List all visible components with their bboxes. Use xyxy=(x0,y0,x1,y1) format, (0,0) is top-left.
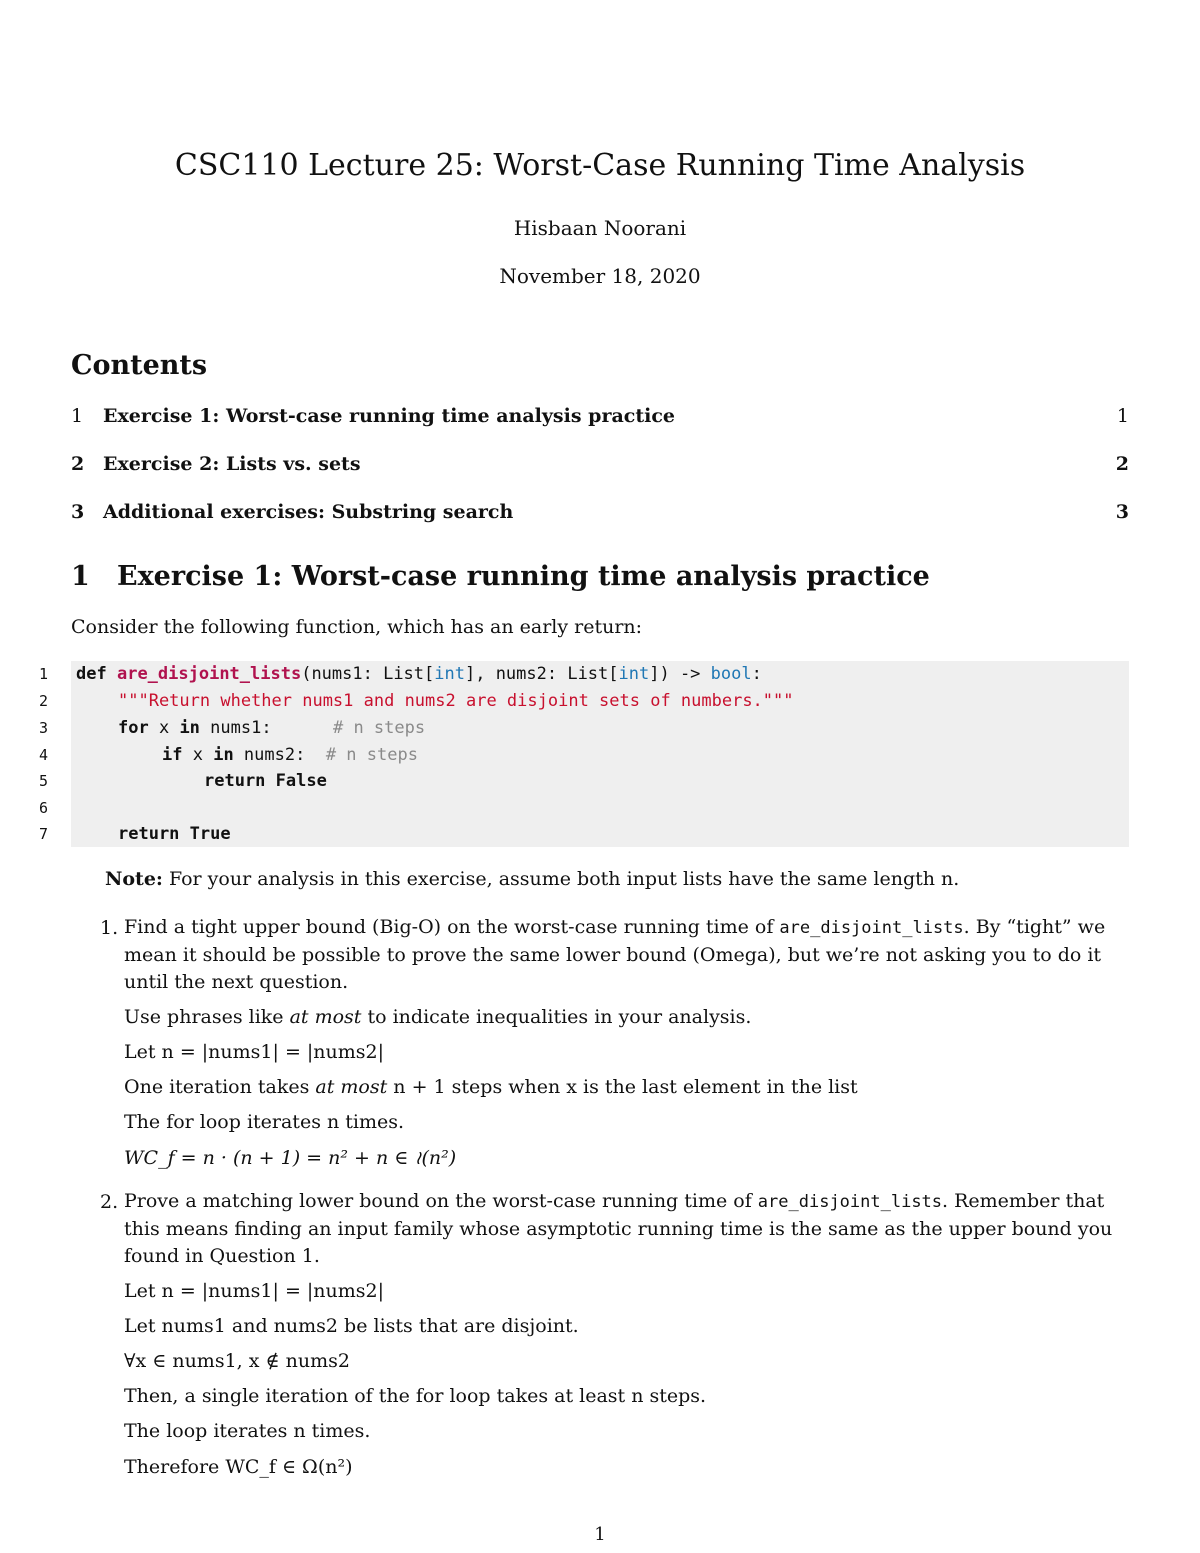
code-line xyxy=(118,718,425,738)
answer-line xyxy=(124,1076,858,1098)
code-text: nums2: xyxy=(233,745,326,765)
question-text-part: . By “tight” we mean it should be possible to prove the same lower bound (Omega), but we’re not asking you to do it until the next question. xyxy=(124,916,1106,993)
type-name: bool xyxy=(710,664,752,684)
function-name: are_disjoint_lists xyxy=(116,664,302,684)
toc-entry[interactable] xyxy=(71,453,1129,475)
date: November 18, 2020 xyxy=(499,264,701,288)
question-text-part: . Remember that this means finding an input family whose asymptotic running time is the same as the upper bound you found in Question 1. xyxy=(124,1190,1113,1267)
line-number: 3 xyxy=(38,719,48,737)
line-number: 5 xyxy=(38,772,48,790)
code-text: ]) -> xyxy=(649,664,711,684)
toc-entry[interactable] xyxy=(71,501,1129,523)
toc-entry-title[interactable]: Additional exercises: Substring search xyxy=(103,501,514,523)
answer-equation: WC_f = n · (n + 1) = n² + n ∈ ≀(n²) xyxy=(124,1147,457,1169)
code-line xyxy=(76,664,762,684)
line-number: 4 xyxy=(38,746,48,764)
line-number: 7 xyxy=(38,825,48,843)
page-number: 1 xyxy=(594,1524,606,1545)
docstring: """Return whether nums1 and nums2 are disjoint sets of numbers.""" xyxy=(118,691,794,711)
toc-entry-page[interactable]: 3 xyxy=(1115,501,1129,523)
answer-line: Let n = |nums1| = |nums2| xyxy=(124,1041,385,1063)
answer-text: to indicate inequalities in your analysis. xyxy=(361,1006,752,1028)
inline-code: are_disjoint_lists xyxy=(757,1192,943,1212)
answer-line: The loop iterates n times. xyxy=(124,1420,371,1442)
keyword: if xyxy=(162,745,183,765)
line-number: 1 xyxy=(38,665,48,683)
answer-equation: Therefore WC_f ∈ Ω(n²) xyxy=(124,1456,353,1478)
keyword: in xyxy=(179,718,200,738)
answer-line: Let n = |nums1| = |nums2| xyxy=(124,1280,385,1302)
line-number: 6 xyxy=(38,799,48,817)
inline-code: are_disjoint_lists xyxy=(779,918,964,938)
code-line xyxy=(118,691,794,711)
answer-text: Use phrases like xyxy=(124,1006,290,1028)
type-name: int xyxy=(618,664,650,684)
answer-text: One iteration takes xyxy=(124,1076,316,1098)
code-line xyxy=(204,771,327,791)
toc-entry-title[interactable]: Exercise 2: Lists vs. sets xyxy=(103,453,361,475)
keyword: for xyxy=(118,718,149,738)
code-line xyxy=(162,745,418,765)
toc-entry-page[interactable]: 2 xyxy=(1115,453,1129,475)
type-name: int xyxy=(434,664,465,684)
contents-heading: Contents xyxy=(71,350,208,381)
keyword: in xyxy=(213,745,234,765)
section-title: Exercise 1: Worst-case running time analysis practice xyxy=(117,561,930,592)
line-number: 2 xyxy=(38,692,48,710)
section-number: 1 xyxy=(71,561,90,592)
code-text: nums1: xyxy=(199,718,333,738)
code-text: ], nums2: List[ xyxy=(464,664,619,684)
question-text-part: Find a tight upper bound (Big-O) on the worst-case running time of xyxy=(124,916,780,938)
code-text: x xyxy=(148,718,180,738)
section-heading xyxy=(71,561,930,592)
keyword: def xyxy=(76,664,107,684)
question-text xyxy=(124,914,1129,996)
note-label: Note: xyxy=(105,868,163,890)
question-text xyxy=(124,1188,1129,1270)
note-text: For your analysis in this exercise, assume both input lists have the same length n. xyxy=(162,868,960,890)
code-text: x xyxy=(182,745,214,765)
answer-line: Then, a single iteration of the for loop takes at least n steps. xyxy=(124,1385,707,1407)
question-number: 1. xyxy=(100,917,119,939)
answer-equation: ∀x ∈ nums1, x ∉ nums2 xyxy=(124,1350,350,1372)
paper-title: CSC110 Lecture 25: Worst-Case Running Time Analysis xyxy=(174,148,1026,183)
answer-line xyxy=(124,1006,751,1028)
note-paragraph xyxy=(105,868,959,890)
answer-text: n + 1 steps when x is the last element in the list xyxy=(387,1076,858,1098)
question-text-part: Prove a matching lower bound on the worst-case running time of xyxy=(124,1190,758,1212)
code-comment: # n steps xyxy=(325,745,418,765)
keyword: return True xyxy=(118,824,231,844)
code-comment: # n steps xyxy=(332,718,426,738)
code-text: (nums1: List[ xyxy=(301,664,435,684)
toc-entry-number: 3 xyxy=(71,501,85,523)
emphasis: at most xyxy=(315,1076,388,1098)
code-line xyxy=(118,824,231,844)
code-text: : xyxy=(751,664,762,684)
toc-entry-number: 1 xyxy=(71,405,84,427)
question-number: 2. xyxy=(100,1191,119,1213)
toc-entry[interactable] xyxy=(71,405,1129,427)
emphasis: at most xyxy=(289,1006,362,1028)
answer-line: The for loop iterates n times. xyxy=(124,1111,405,1133)
toc-entry-title[interactable]: Exercise 1: Worst-case running time analysis practice xyxy=(103,405,675,427)
toc-entry-number: 2 xyxy=(71,453,85,475)
intro-paragraph: Consider the following function, which has an early return: xyxy=(71,616,643,638)
keyword: return False xyxy=(204,771,327,791)
answer-line: Let nums1 and nums2 be lists that are disjoint. xyxy=(124,1315,579,1337)
author: Hisbaan Noorani xyxy=(513,216,687,240)
toc-entry-page[interactable]: 1 xyxy=(1116,405,1129,427)
